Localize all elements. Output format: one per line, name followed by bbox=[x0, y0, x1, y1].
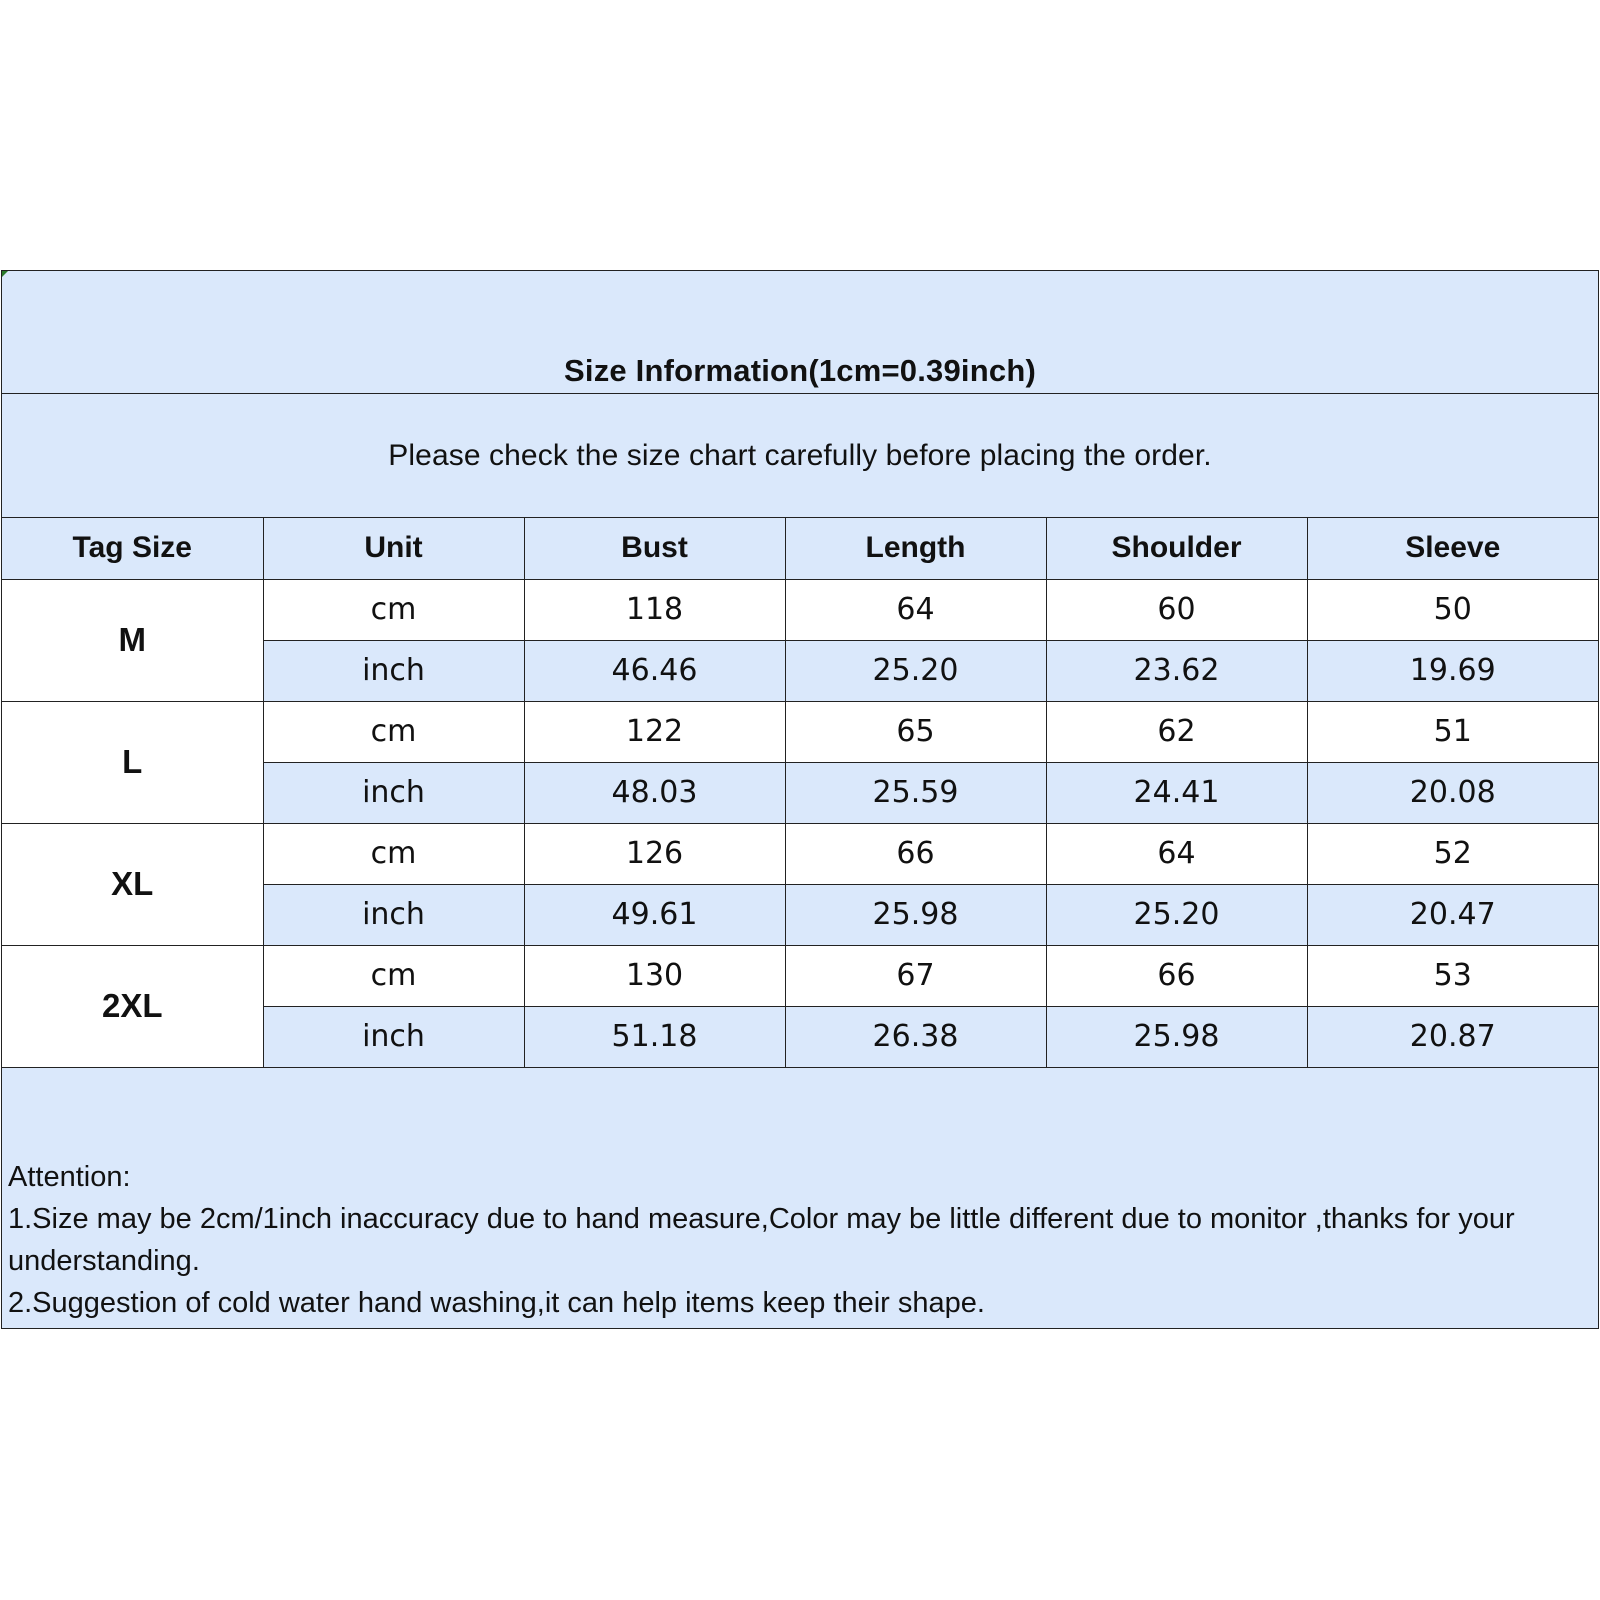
size-chart-sheet bbox=[1, 270, 1599, 1329]
attention-notes bbox=[8, 1156, 1592, 1324]
sleeve-cell: 53 bbox=[1307, 945, 1598, 1006]
length-cell: 25.59 bbox=[785, 762, 1046, 823]
table-row bbox=[2, 701, 1598, 762]
unit-cell: cm bbox=[263, 823, 524, 884]
shoulder-cell: 62 bbox=[1046, 701, 1307, 762]
attention-heading: Attention: bbox=[8, 1161, 131, 1193]
unit-cell: inch bbox=[263, 640, 524, 701]
tag-size-cell: 2XL bbox=[2, 945, 263, 1067]
table-row bbox=[2, 823, 1598, 884]
shoulder-cell: 64 bbox=[1046, 823, 1307, 884]
size-chart-subtitle: Please check the size chart carefully before placing the order. bbox=[388, 438, 1212, 472]
bust-cell: 48.03 bbox=[524, 762, 785, 823]
unit-cell: inch bbox=[263, 762, 524, 823]
header-tag-size: Tag Size bbox=[2, 518, 263, 579]
unit-cell: cm bbox=[263, 945, 524, 1006]
size-table bbox=[2, 518, 1598, 1068]
length-cell: 26.38 bbox=[785, 1006, 1046, 1067]
title-row bbox=[2, 271, 1598, 394]
table-row bbox=[2, 945, 1598, 1006]
bust-cell: 126 bbox=[524, 823, 785, 884]
sleeve-cell: 20.87 bbox=[1307, 1006, 1598, 1067]
bust-cell: 130 bbox=[524, 945, 785, 1006]
shoulder-cell: 25.98 bbox=[1046, 1006, 1307, 1067]
tag-size-cell: L bbox=[2, 701, 263, 823]
header-length: Length bbox=[785, 518, 1046, 579]
shoulder-cell: 25.20 bbox=[1046, 884, 1307, 945]
length-cell: 64 bbox=[785, 579, 1046, 640]
unit-cell: cm bbox=[263, 701, 524, 762]
table-row bbox=[2, 579, 1598, 640]
shoulder-cell: 23.62 bbox=[1046, 640, 1307, 701]
subtitle-row bbox=[2, 394, 1598, 518]
header-bust: Bust bbox=[524, 518, 785, 579]
sleeve-cell: 50 bbox=[1307, 579, 1598, 640]
unit-cell: inch bbox=[263, 1006, 524, 1067]
sleeve-cell: 19.69 bbox=[1307, 640, 1598, 701]
shoulder-cell: 66 bbox=[1046, 945, 1307, 1006]
shoulder-cell: 60 bbox=[1046, 579, 1307, 640]
sleeve-cell: 20.47 bbox=[1307, 884, 1598, 945]
sleeve-cell: 51 bbox=[1307, 701, 1598, 762]
unit-cell: inch bbox=[263, 884, 524, 945]
header-unit: Unit bbox=[263, 518, 524, 579]
bust-cell: 118 bbox=[524, 579, 785, 640]
length-cell: 66 bbox=[785, 823, 1046, 884]
unit-cell: cm bbox=[263, 579, 524, 640]
length-cell: 65 bbox=[785, 701, 1046, 762]
header-row bbox=[2, 518, 1598, 579]
length-cell: 25.98 bbox=[785, 884, 1046, 945]
attention-note-1: 1.Size may be 2cm/1inch inaccuracy due to hand measure,Color may be little different due to monitor ,thanks for your understanding. bbox=[8, 1203, 1515, 1277]
header-sleeve: Sleeve bbox=[1307, 518, 1598, 579]
length-cell: 25.20 bbox=[785, 640, 1046, 701]
bust-cell: 46.46 bbox=[524, 640, 785, 701]
sleeve-cell: 52 bbox=[1307, 823, 1598, 884]
size-chart-title: Size Information(1cm=0.39inch) bbox=[564, 353, 1036, 388]
bust-cell: 49.61 bbox=[524, 884, 785, 945]
header-shoulder: Shoulder bbox=[1046, 518, 1307, 579]
tag-size-cell: XL bbox=[2, 823, 263, 945]
shoulder-cell: 24.41 bbox=[1046, 762, 1307, 823]
attention-note-2: 2.Suggestion of cold water hand washing,it can help items keep their shape. bbox=[8, 1287, 985, 1319]
tag-size-cell: M bbox=[2, 579, 263, 701]
length-cell: 67 bbox=[785, 945, 1046, 1006]
bust-cell: 122 bbox=[524, 701, 785, 762]
bust-cell: 51.18 bbox=[524, 1006, 785, 1067]
sleeve-cell: 20.08 bbox=[1307, 762, 1598, 823]
